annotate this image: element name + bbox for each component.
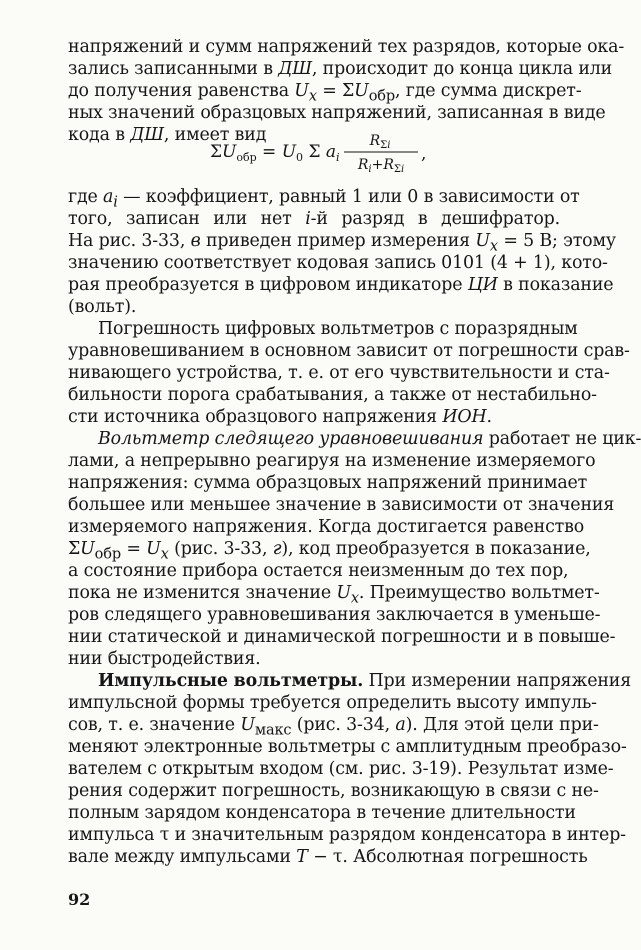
text-line: На рис. 3-33, в приведен пример измерения $U_x = 5$ В; этому xyxy=(68,231,616,255)
text-line: Погрешность цифровых вольтметров с поразрядным xyxy=(98,319,578,339)
text-line: где $a_i$ — коэффициент, равный 1 или 0 в зависимости от xyxy=(68,187,580,211)
text-line: уравновешиванием в основном зависит от погрешности срав- xyxy=(68,341,630,361)
text-line: нии статической и динамической погрешности и в повыше- xyxy=(68,627,616,647)
text-line: нивающего устройства, т. е. от его чувствительности и ста- xyxy=(68,363,610,383)
svg-text:ΣUобр = U0 Σ ai: $\Sigma U_{обр} = U_0$ Σ $a_i$ xyxy=(210,142,340,164)
text-line: ных значений образцовых напряжений, записанная в виде xyxy=(68,103,606,123)
svg-text:RΣi: $R_{\Sigma i}$ xyxy=(369,133,391,151)
svg-text:,: , xyxy=(421,144,427,164)
text-line: а состояние прибора остается неизменным до тех пор, xyxy=(68,561,569,581)
text-line: кода в ДШ, имеет вид xyxy=(68,125,267,145)
text-line: нии быстродействия. xyxy=(68,649,261,669)
text-line: лами, а непрерывно реагируя на изменение измеряемого xyxy=(68,451,596,471)
text-line: Вольтметр следящего уравновешивания работает не цик- xyxy=(98,429,641,449)
text-line: ров следящего уравновешивания заключается в уменьше- xyxy=(68,605,601,625)
text-line: напряжений и сумм напряжений тех разрядов, которые ока- xyxy=(68,37,625,57)
text-line: полным зарядом конденсатора в течение длительности xyxy=(68,803,576,823)
text-line: зались записанными в ДШ, происходит до конца цикла или xyxy=(68,59,613,79)
formula xyxy=(210,131,440,175)
text-line: (вольт). xyxy=(68,297,137,317)
page-number: 92 xyxy=(68,890,91,909)
text-line: сти источника образцового напряжения ИОН. xyxy=(68,407,492,427)
text-line: вале между импульсами T − τ. Абсолютная погрешность xyxy=(68,847,588,867)
text-line: меняют электронные вольтметры с амплитудным преобразо- xyxy=(68,737,627,757)
svg-text:Ri+RΣi: $R_i+R_{\Sigma i}$ xyxy=(357,157,405,175)
text-line: значению соответствует кодовая запись 0101 (4 + 1), кото- xyxy=(68,253,608,273)
text-line: вателем с открытым входом (см. рис. 3-19). Результат изме- xyxy=(68,759,614,779)
text-line: рая преобразуется в цифровом индикаторе ЦИ в показание xyxy=(68,275,614,295)
text-line: Импульсные вольтметры. При измерении напряжения xyxy=(98,671,632,691)
text-line: сов, т. е. значение $U_{макс}$ (рис. 3-34, а). Для этой цели при- xyxy=(68,715,599,739)
text-line: рения содержит погрешность, возникающую в связи с не- xyxy=(68,781,599,801)
text-line: импульса τ и значительным разрядом конденсатора в интер- xyxy=(68,825,626,845)
text-line: импульсной формы требуется определить высоту импуль- xyxy=(68,693,597,713)
text-line: большее или меньшее значение в зависимости от значения xyxy=(68,495,615,515)
text-line: напряжения: сумма образцовых напряжений принимает xyxy=(68,473,588,493)
text-line: пока не изменится значение $U_x$. Преимущество вольтмет- xyxy=(68,583,600,607)
text-line: измеряемого напряжения. Когда достигается равенство xyxy=(68,517,585,537)
text-line: $\Sigma U_{обр} = U_x$ (рис. 3-33, г), код преобразуется в показание, xyxy=(68,539,591,563)
text-line: бильности порога срабатывания, а также от нестабильно- xyxy=(68,385,597,405)
text-line: до получения равенства $U_x = \Sigma U_{обр}$, где сумма дискрет- xyxy=(68,81,582,105)
text-line: того, записан или нет i-й разряд в дешифратор. xyxy=(68,209,561,229)
